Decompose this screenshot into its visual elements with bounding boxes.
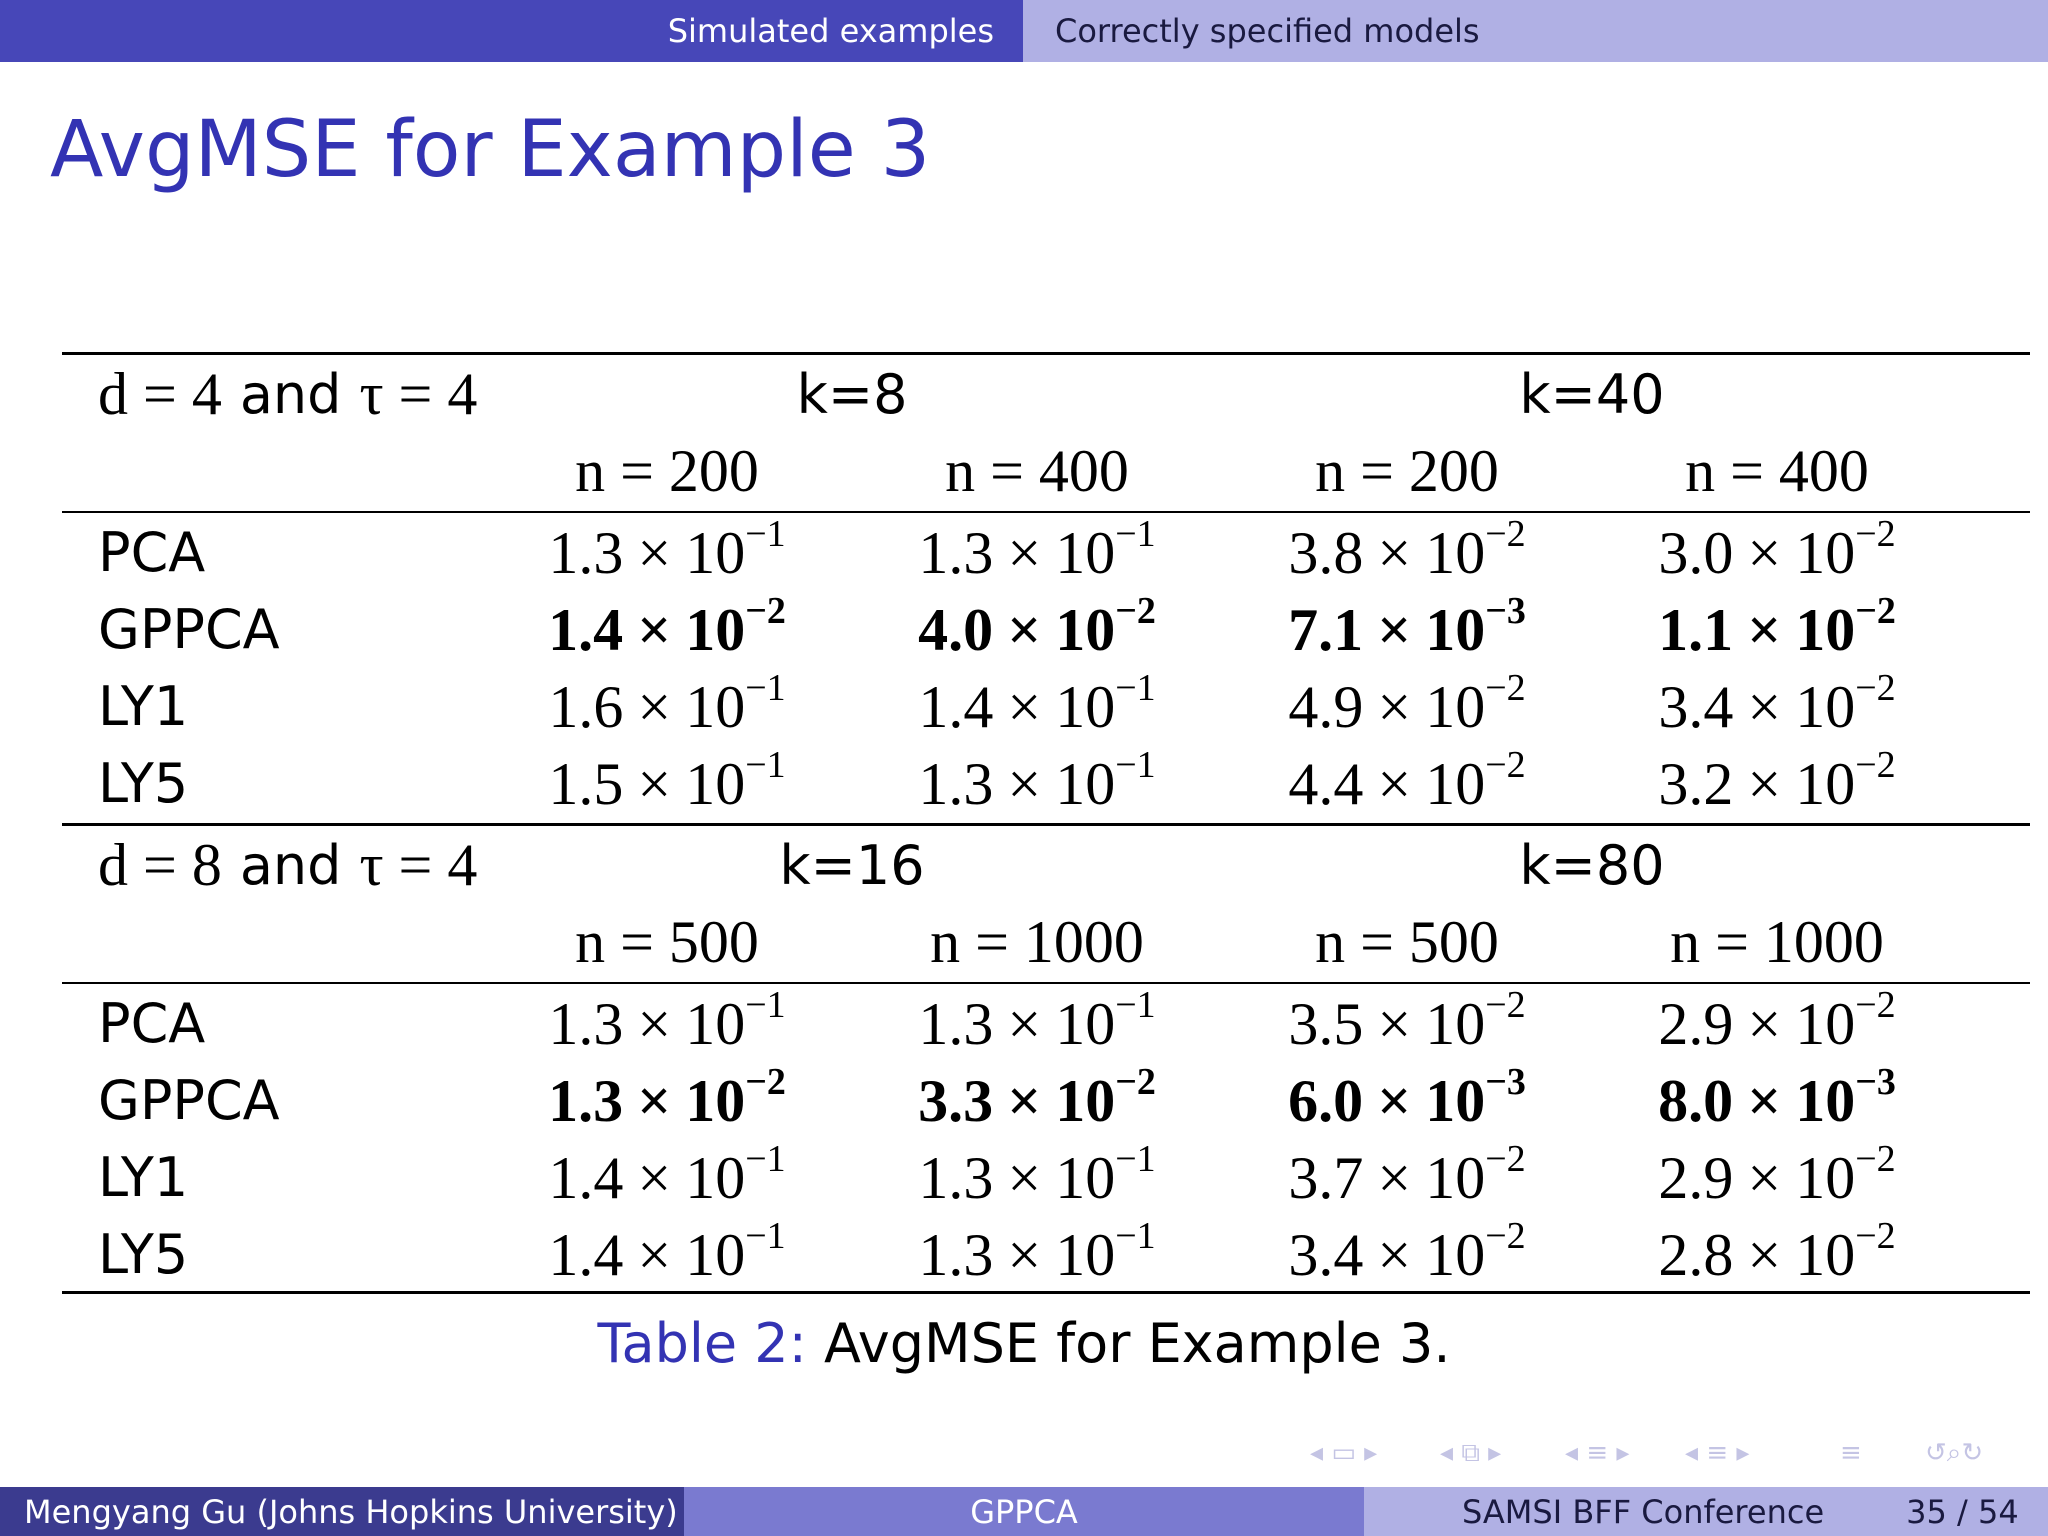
footer-event: SAMSI BFF Conference <box>1462 1492 1825 1531</box>
mse-mantissa: 3.2 <box>1658 750 1734 817</box>
mse-exponent: −1 <box>745 743 786 786</box>
table-block-rule <box>62 823 2030 826</box>
mse-value-number <box>918 589 1156 665</box>
times-symbol: × <box>1747 990 1782 1057</box>
mse-exponent: −2 <box>745 1060 786 1103</box>
mse-value <box>1222 1139 1592 1216</box>
power-base: 10 <box>1055 1144 1116 1211</box>
mse-exponent: −2 <box>1855 666 1896 709</box>
mse-mantissa: 2.9 <box>1658 990 1734 1057</box>
times-symbol: × <box>1377 519 1412 586</box>
times-symbol: × <box>1747 750 1782 817</box>
power-base: 10 <box>1055 1067 1116 1134</box>
mse-value-number <box>1658 1060 1896 1136</box>
nav-appendix-icon[interactable]: ≡ <box>1840 1438 1862 1468</box>
footer-bar <box>0 1487 2048 1536</box>
power-base: 10 <box>685 1144 746 1211</box>
mse-exponent: −1 <box>745 983 786 1026</box>
footer-right <box>1364 1487 2048 1536</box>
mse-exponent: −2 <box>1855 589 1896 632</box>
times-symbol: × <box>1007 519 1042 586</box>
setting-tau: τ = 4 <box>359 361 478 427</box>
method-label: LY1 <box>98 675 189 738</box>
power-base: 10 <box>1055 1221 1116 1288</box>
mse-exponent: −1 <box>1115 666 1156 709</box>
n-column-header: n = 400 <box>1685 438 1869 504</box>
power-base: 10 <box>1425 1221 1486 1288</box>
power-base: 10 <box>1055 673 1116 740</box>
n-column-header: n = 1000 <box>1670 909 1884 975</box>
power-base: 10 <box>1425 673 1486 740</box>
k-group-header: k=16 <box>779 834 925 897</box>
mse-value-number <box>1658 1214 1896 1290</box>
caption-text: AvgMSE for Example 3. <box>823 1312 1451 1375</box>
mse-exponent: −2 <box>1485 1137 1526 1180</box>
n-column-header: n = 1000 <box>930 909 1144 975</box>
times-symbol: × <box>1377 1144 1412 1211</box>
mse-value-number <box>548 1214 786 1290</box>
mse-value <box>852 1062 1222 1139</box>
times-symbol: × <box>1377 750 1412 817</box>
mse-value-number <box>1658 743 1896 819</box>
times-symbol: × <box>1377 596 1412 663</box>
power-base: 10 <box>1425 596 1486 663</box>
mse-value <box>482 668 852 745</box>
mse-value <box>482 985 852 1062</box>
nav-section-icon[interactable]: ◂ ≡ ▸ <box>1565 1438 1630 1468</box>
mse-exponent: −2 <box>1855 512 1896 555</box>
mse-exponent: −2 <box>1485 983 1526 1026</box>
page-number: 35 / 54 <box>1906 1492 2019 1531</box>
mse-mantissa: 2.8 <box>1658 1221 1734 1288</box>
times-symbol: × <box>1007 990 1042 1057</box>
caption-label: Table 2: <box>597 1312 807 1375</box>
times-symbol: × <box>637 1144 672 1211</box>
method-label: PCA <box>98 992 206 1055</box>
power-base: 10 <box>685 519 746 586</box>
mse-exponent: −2 <box>1855 743 1896 786</box>
power-base: 10 <box>1425 750 1486 817</box>
mse-value-number <box>548 512 786 588</box>
mse-exponent: −3 <box>1485 589 1526 632</box>
power-base: 10 <box>1795 596 1856 663</box>
power-base: 10 <box>1795 1067 1856 1134</box>
mse-exponent: −2 <box>1115 589 1156 632</box>
mse-value <box>1222 985 1592 1062</box>
times-symbol: × <box>1377 1067 1412 1134</box>
mse-exponent: −2 <box>1855 983 1896 1026</box>
times-symbol: × <box>637 596 672 663</box>
times-symbol: × <box>1747 519 1782 586</box>
mse-value <box>1592 514 1962 591</box>
power-base: 10 <box>1795 673 1856 740</box>
method-label: GPPCA <box>98 598 280 661</box>
mse-mantissa: 4.0 <box>918 596 994 663</box>
mse-value <box>482 1216 852 1293</box>
mse-exponent: −1 <box>745 1214 786 1257</box>
setting-and: and <box>239 363 342 426</box>
mse-value <box>482 514 852 591</box>
n-column-header: n = 500 <box>575 909 759 975</box>
times-symbol: × <box>1747 1067 1782 1134</box>
mse-mantissa: 4.4 <box>1288 750 1364 817</box>
mse-value-number <box>1288 1137 1526 1213</box>
times-symbol: × <box>1007 1144 1042 1211</box>
footer-title: GPPCA <box>684 1487 1364 1536</box>
method-label: GPPCA <box>98 1069 280 1132</box>
mse-exponent: −2 <box>1855 1137 1896 1180</box>
power-base: 10 <box>1795 1144 1856 1211</box>
power-base: 10 <box>1795 990 1856 1057</box>
power-base: 10 <box>1055 596 1116 663</box>
times-symbol: × <box>637 673 672 740</box>
mse-exponent: −1 <box>1115 1214 1156 1257</box>
mse-value <box>852 985 1222 1062</box>
mse-value-number <box>918 512 1156 588</box>
mse-exponent: −1 <box>745 512 786 555</box>
mse-value-number <box>1658 512 1896 588</box>
mse-mantissa: 3.5 <box>1288 990 1364 1057</box>
mse-value <box>1222 1216 1592 1293</box>
mse-exponent: −2 <box>745 589 786 632</box>
mse-value-number <box>1288 1060 1526 1136</box>
times-symbol: × <box>1007 1221 1042 1288</box>
mse-value <box>852 514 1222 591</box>
mse-value <box>482 591 852 668</box>
mse-value <box>1222 591 1592 668</box>
nav-frame-icon[interactable]: ◂ ▭ ▸ <box>1310 1438 1378 1468</box>
setting-and: and <box>239 834 342 897</box>
setting-label <box>98 827 477 904</box>
table-caption <box>0 1312 2048 1375</box>
mse-mantissa: 1.3 <box>548 1067 624 1134</box>
mse-value <box>1222 1062 1592 1139</box>
method-label: LY5 <box>98 1223 189 1286</box>
mse-value <box>1222 745 1592 822</box>
table-top-rule <box>62 352 2030 355</box>
nav-search-icon[interactable]: ↺⌕↻ <box>1925 1438 1984 1468</box>
power-base: 10 <box>685 596 746 663</box>
times-symbol: × <box>637 990 672 1057</box>
method-label: LY5 <box>98 752 189 815</box>
mse-mantissa: 1.3 <box>918 1221 994 1288</box>
mse-value-number <box>1288 1214 1526 1290</box>
mse-mantissa: 1.4 <box>918 673 994 740</box>
mse-value-number <box>1658 666 1896 742</box>
power-base: 10 <box>1795 1221 1856 1288</box>
n-column-header: n = 400 <box>945 438 1129 504</box>
mse-value <box>482 745 852 822</box>
mse-value-number <box>548 589 786 665</box>
header-rule <box>62 982 2030 984</box>
mse-exponent: −2 <box>1485 666 1526 709</box>
times-symbol: × <box>1007 750 1042 817</box>
power-base: 10 <box>1425 1067 1486 1134</box>
mse-exponent: −1 <box>745 666 786 709</box>
k-group-header: k=40 <box>1519 363 1665 426</box>
mse-value <box>852 668 1222 745</box>
mse-mantissa: 2.9 <box>1658 1144 1734 1211</box>
mse-value-number <box>1288 743 1526 819</box>
power-base: 10 <box>1425 1144 1486 1211</box>
times-symbol: × <box>1377 990 1412 1057</box>
mse-mantissa: 3.0 <box>1658 519 1734 586</box>
nav-document-icon[interactable]: ◂ ≡ ▸ <box>1685 1438 1750 1468</box>
method-label: PCA <box>98 521 206 584</box>
header-subsection[interactable]: Correctly specified models <box>1023 0 2048 62</box>
mse-value <box>482 1139 852 1216</box>
mse-value <box>1592 668 1962 745</box>
k-group-header: k=8 <box>796 363 908 426</box>
power-base: 10 <box>685 990 746 1057</box>
mse-value-number <box>918 1214 1156 1290</box>
mse-value <box>852 591 1222 668</box>
mse-mantissa: 3.7 <box>1288 1144 1364 1211</box>
mse-value-number <box>918 983 1156 1059</box>
mse-exponent: −3 <box>1485 1060 1526 1103</box>
mse-value-number <box>918 666 1156 742</box>
header-section[interactable]: Simulated examples <box>0 0 1023 62</box>
header-bar <box>0 0 2048 62</box>
power-base: 10 <box>685 750 746 817</box>
power-base: 10 <box>1425 519 1486 586</box>
mse-value-number <box>548 983 786 1059</box>
times-symbol: × <box>1007 673 1042 740</box>
times-symbol: × <box>1007 1067 1042 1134</box>
times-symbol: × <box>1747 1221 1782 1288</box>
mse-value <box>1592 1062 1962 1139</box>
mse-exponent: −1 <box>1115 983 1156 1026</box>
times-symbol: × <box>1007 596 1042 663</box>
mse-mantissa: 1.3 <box>548 990 624 1057</box>
times-symbol: × <box>637 750 672 817</box>
mse-exponent: −3 <box>1855 1060 1896 1103</box>
frame-title: AvgMSE for Example 3 <box>50 105 931 195</box>
mse-value-number <box>548 743 786 819</box>
times-symbol: × <box>1377 673 1412 740</box>
power-base: 10 <box>1795 750 1856 817</box>
mse-value <box>1222 668 1592 745</box>
power-base: 10 <box>1055 750 1116 817</box>
setting-tau: τ = 4 <box>359 832 478 898</box>
power-base: 10 <box>1795 519 1856 586</box>
times-symbol: × <box>637 1221 672 1288</box>
mse-mantissa: 3.4 <box>1288 1221 1364 1288</box>
mse-mantissa: 1.6 <box>548 673 624 740</box>
footer-author: Mengyang Gu (Johns Hopkins University) <box>0 1487 684 1536</box>
times-symbol: × <box>1377 1221 1412 1288</box>
mse-value-number <box>548 1060 786 1136</box>
times-symbol: × <box>637 1067 672 1134</box>
table-bottom-rule <box>62 1291 2030 1294</box>
header-rule <box>62 511 2030 513</box>
mse-value <box>482 1062 852 1139</box>
mse-value <box>1592 591 1962 668</box>
times-symbol: × <box>1747 1144 1782 1211</box>
mse-exponent: −1 <box>745 1137 786 1180</box>
mse-exponent: −2 <box>1115 1060 1156 1103</box>
mse-exponent: −2 <box>1855 1214 1896 1257</box>
mse-mantissa: 7.1 <box>1288 596 1364 663</box>
mse-value <box>1592 1216 1962 1293</box>
mse-value <box>1222 514 1592 591</box>
mse-mantissa: 8.0 <box>1658 1067 1734 1134</box>
mse-value <box>852 1139 1222 1216</box>
mse-value-number <box>918 743 1156 819</box>
mse-value-number <box>1658 1137 1896 1213</box>
mse-value <box>1592 745 1962 822</box>
beamer-navigation <box>1310 1438 2026 1474</box>
power-base: 10 <box>685 1067 746 1134</box>
mse-value <box>1592 985 1962 1062</box>
mse-exponent: −1 <box>1115 512 1156 555</box>
mse-mantissa: 1.4 <box>548 596 624 663</box>
mse-mantissa: 1.3 <box>918 1144 994 1211</box>
n-column-header: n = 200 <box>575 438 759 504</box>
mse-mantissa: 3.3 <box>918 1067 994 1134</box>
mse-mantissa: 6.0 <box>1288 1067 1364 1134</box>
mse-exponent: −1 <box>1115 743 1156 786</box>
mse-mantissa: 1.3 <box>918 519 994 586</box>
power-base: 10 <box>685 673 746 740</box>
mse-mantissa: 3.4 <box>1658 673 1734 740</box>
setting-d: d = 4 <box>98 361 222 427</box>
n-column-header: n = 200 <box>1315 438 1499 504</box>
mse-mantissa: 1.3 <box>918 750 994 817</box>
mse-mantissa: 1.5 <box>548 750 624 817</box>
times-symbol: × <box>1747 596 1782 663</box>
mse-value-number <box>918 1060 1156 1136</box>
setting-label <box>98 356 477 433</box>
mse-value-number <box>1288 983 1526 1059</box>
setting-d: d = 8 <box>98 832 222 898</box>
power-base: 10 <box>1055 519 1116 586</box>
mse-value-number <box>1288 512 1526 588</box>
nav-subsection-icon[interactable]: ◂ ⧉ ▸ <box>1440 1438 1502 1468</box>
k-group-header: k=80 <box>1519 834 1665 897</box>
mse-value-number <box>1658 983 1896 1059</box>
mse-exponent: −2 <box>1485 512 1526 555</box>
results-table <box>62 352 2030 1288</box>
mse-value-number <box>1658 589 1896 665</box>
power-base: 10 <box>1425 990 1486 1057</box>
mse-value-number <box>548 1137 786 1213</box>
times-symbol: × <box>1747 673 1782 740</box>
mse-mantissa: 1.1 <box>1658 596 1734 663</box>
mse-mantissa: 1.3 <box>918 990 994 1057</box>
mse-exponent: −1 <box>1115 1137 1156 1180</box>
mse-value <box>852 745 1222 822</box>
mse-mantissa: 1.3 <box>548 519 624 586</box>
times-symbol: × <box>637 519 672 586</box>
mse-value-number <box>1288 666 1526 742</box>
mse-value <box>852 1216 1222 1293</box>
method-label: LY1 <box>98 1146 189 1209</box>
mse-value <box>1592 1139 1962 1216</box>
mse-value-number <box>1288 589 1526 665</box>
mse-mantissa: 4.9 <box>1288 673 1364 740</box>
mse-exponent: −2 <box>1485 1214 1526 1257</box>
mse-exponent: −2 <box>1485 743 1526 786</box>
mse-mantissa: 1.4 <box>548 1221 624 1288</box>
power-base: 10 <box>685 1221 746 1288</box>
mse-value-number <box>918 1137 1156 1213</box>
mse-mantissa: 1.4 <box>548 1144 624 1211</box>
n-column-header: n = 500 <box>1315 909 1499 975</box>
mse-mantissa: 3.8 <box>1288 519 1364 586</box>
power-base: 10 <box>1055 990 1116 1057</box>
mse-value-number <box>548 666 786 742</box>
